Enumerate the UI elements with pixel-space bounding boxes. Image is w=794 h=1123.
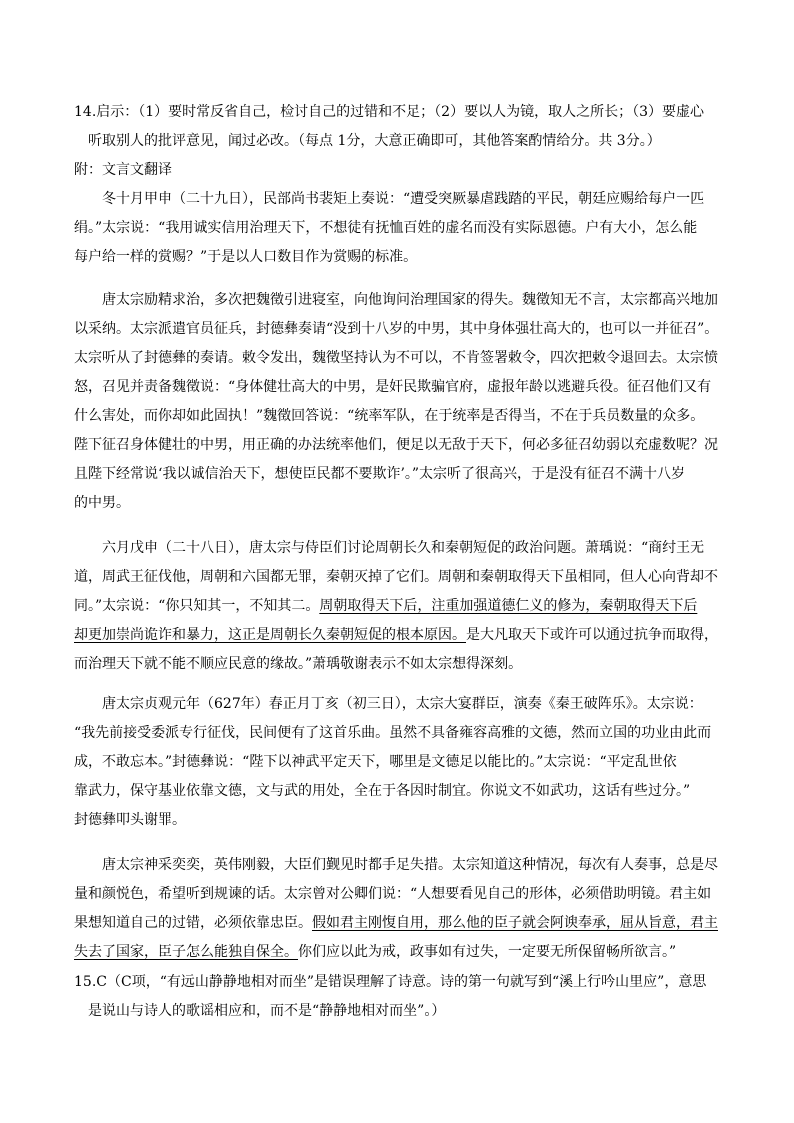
paragraph-line	[74, 909, 722, 938]
paragraph-line: 且陛下经常说‘我以诚信治天下，想使臣民都不要欺诈’。”太宗听了很高兴，于是没有征召不满十八岁	[74, 466, 686, 482]
paragraph-line: 而治理天下就不能不顺应民意的缘故。”萧瑀敬谢表示不如太宗想得深刻。	[74, 656, 523, 672]
item-15-line: 是说山与诗人的歌谣相应和，而不是“静静地相对而坐”。）	[74, 1003, 446, 1019]
paragraph-line: 道，周武王征伐他，周朝和六国都无罪，秦朝灭掉了它们。周朝和秦朝取得天下虽相同，但人心向背却不	[74, 569, 718, 585]
paragraph-line: 成，不敢忘本。”封德彝说：“陛下以神武平定天下，哪里是文德足以能比的。”太宗说：“平定乱世依	[74, 754, 677, 770]
paragraph-line: 靠武力，保守基业依靠文德，文与武的用处，全在于各因时制宜。你说文不如武功，这话有些过分。”	[74, 783, 691, 799]
paragraph-line	[74, 621, 722, 650]
item-15-line: 15.C（C项，“有远山静静地相对而坐”是错误理解了诗意。诗的第一句就写到“溪上行吟山里应”，意思	[74, 974, 707, 990]
paragraph-line	[74, 592, 722, 621]
underlined-text: 假如君主刚愎自用，那么他的臣子就会阿谀奉承，屈从旨意，君主	[312, 915, 718, 931]
plain-text: 是大凡取天下或许可以通过抗争而取得，	[466, 627, 718, 643]
underlined-text: 却更加崇尚诡诈和暴力，这正是周朝长久秦朝短促的根本原因。	[74, 627, 466, 643]
translation-paragraph-3	[74, 534, 722, 679]
item-15-answer	[74, 968, 722, 1026]
paragraph-line: 绢。”太宗说：“我用诚实信用治理天下，不想徒有抚恤百姓的虚名而没有实际恩德。户有大小，怎么能	[74, 220, 698, 236]
underlined-text: 失去了国家，臣子怎么能独自保全。	[74, 944, 298, 960]
paragraph-line: 什么害处，而你却如此固执！”魏徵回答说：“统率军队，在于统率是否得当，不在于兵员数量的众多。	[74, 408, 705, 424]
translation-paragraph-2	[74, 286, 722, 518]
appendix-title: 附：文言文翻译	[74, 162, 172, 178]
item-14-line: 14.启示：（1）要时常反省自己，检讨自己的过错和不足；（2）要以人为镜，取人之所长；（3）要虚心	[74, 104, 704, 120]
paragraph-line	[74, 938, 722, 967]
plain-text: 果想知道自己的过错，必须依靠忠臣。	[74, 915, 312, 931]
paragraph-line: 冬十月甲申（二十九日），民部尚书裴矩上奏说：“遭受突厥暴虐践踏的平民，朝廷应赐给每户一匹	[74, 191, 705, 207]
paragraph-line: 唐太宗励精求治，多次把魏徵引进寝室，向他询问治理国家的得失。魏徵知无不言，太宗都高兴地加	[74, 292, 718, 308]
plain-text: 你们应以此为戒，政事如有过失，一定要无所保留畅所欲言。”	[298, 944, 677, 960]
plain-text: 同。”太宗说：“你只知其一，不知其二。	[74, 598, 320, 614]
item-14-line: 听取别人的批评意见，闻过必改。（每点 1分，大意正确即可，其他答案酌情给分。共 3分。）	[74, 133, 661, 149]
paragraph-line: 怒，召见并责备魏徵说：“身体健壮高大的中男，是奸民欺骗官府，虚报年龄以逃避兵役。征召他们又有	[74, 379, 712, 395]
paragraph-line: 以采纳。太宗派遣官员征兵，封德彝奏请“没到十八岁的中男，其中身体强壮高大的，也可以一并征召”。	[74, 321, 719, 337]
translation-paragraph-5	[74, 851, 722, 967]
item-14-answer	[74, 98, 722, 185]
underlined-text: 周朝取得天下后，注重加强道德仁义的修为，秦朝取得天下后	[319, 598, 698, 614]
paragraph-line: 陛下征召身体健壮的中男，用正确的办法统率他们，便足以无敌于天下，何必多征召幼弱以充虚数呢？况	[74, 437, 718, 453]
paragraph-line: 六月戊申（二十八日），唐太宗与侍臣们讨论周朝长久和秦朝短促的政治问题。萧瑀说：“商纣王无	[74, 540, 705, 556]
paragraph-line: 每户给一样的赏赐？”于是以人口数目作为赏赐的标准。	[74, 249, 418, 265]
paragraph-line: 封德彝叩头谢罪。	[74, 812, 186, 828]
paragraph-line: 的中男。	[74, 495, 130, 511]
translation-paragraph-1	[74, 185, 722, 272]
paragraph-line: 唐太宗贞观元年（627年）春正月丁亥（初三日），太宗大宴群臣，演奏《秦王破阵乐》。太宗说：	[74, 696, 703, 712]
paragraph-line: “我先前接受委派专行征伐，民间便有了这首乐曲。虽然不具备雍容高雅的文德，然而立国的功业由此而	[74, 725, 712, 741]
translation-paragraph-4	[74, 690, 722, 835]
paragraph-line: 太宗听从了封德彝的奏请。敕令发出，魏徵坚持认为不可以，不肯签署敕令，四次把敕令退回去。太宗愤	[74, 350, 718, 366]
paragraph-line: 唐太宗神采奕奕，英伟刚毅，大臣们觐见时都手足失措。太宗知道这种情况，每次有人奏事，总是尽	[74, 857, 718, 873]
paragraph-line: 量和颜悦色，希望听到规谏的话。太宗曾对公卿们说：“人想要看见自己的形体，必须借助明镜。君主如	[74, 886, 712, 902]
